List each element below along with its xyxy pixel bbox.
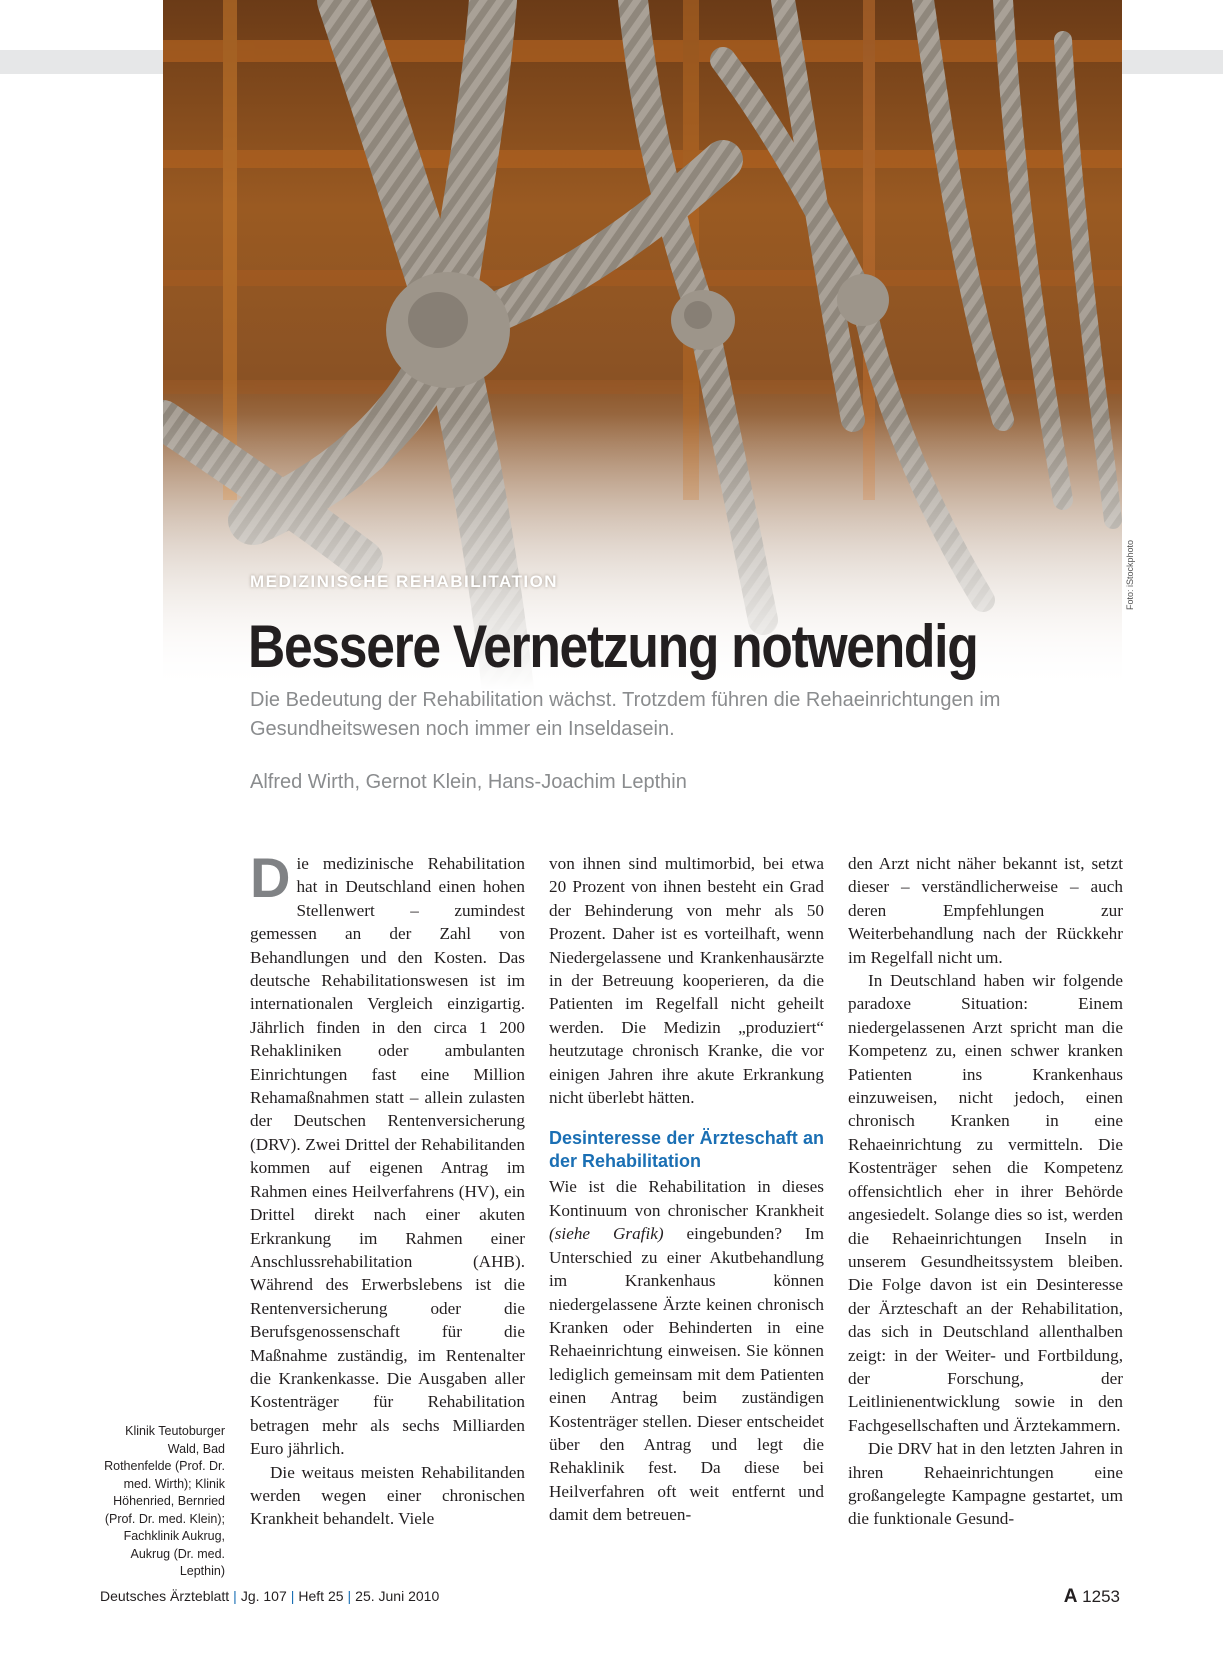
paragraph-text: ie medizinische Rehabilitation hat in Deutschland einen hohen Stellenwert – zumindest gemessen an der Zahl von Behandlungen und den Kosten. Das deutsche Rehabilitationswesen ist im internationalen Vergleich einzigartig. Jährlich finden in den circa 1 200 Rehakliniken oder ambulanten Einrichtungen fast eine Million Rehamaßnahmen statt – allein zulasten der Deutschen Rentenversicherung (DRV). Zwei Drittel der Rehabilitanden kommen auf eigenen Antrag im Rahmen eines Heilverfahrens (HV), ein Drittel direkt nach einer akuten Erkrankung im Rahmen einer Anschlussrehabilitation (AHB). Während des Erwerbslebens ist die Rentenversicherung oder die Berufsgenossenschaft für die Maßnahme zuständig, im Rentenalter die Krankenkasse. Die Ausgaben aller Kostenträger für Rehabilitation betragen mehr als sechs Milliarden Euro jährlich. <box>250 854 525 1459</box>
page-prefix: A <box>1063 1586 1078 1607</box>
paragraph: von ihnen sind multimorbid, bei etwa 20 Prozent von ihnen besteht ein Grad der Behinderung von mehr als 50 Prozent. Daher ist es vorteilhaft, wenn Niedergelassene und Krankenhausärzte in der Betreuung kooperieren, da die Patienten im Regelfall nicht geheilt werden. Die Medizin „produziert“ heutzutage chronisch Kranke, die vor einigen Jahren ihre akute Erkrankung nicht überlebt hätten. <box>549 854 824 1108</box>
journal-name: Deutsches Ärzteblatt <box>100 1588 230 1604</box>
page-footer <box>100 1586 1120 1610</box>
dropcap-letter: D <box>250 846 291 909</box>
article-column-3 <box>848 852 1123 1531</box>
separator: | <box>290 1588 295 1604</box>
photo-credit: Foto: iStockphoto <box>1125 539 1135 610</box>
paragraph: Die weitaus meisten Rehabilitanden werden wegen einer chronischen Krankheit behandelt. Viele <box>250 1462 525 1529</box>
footer-citation <box>100 1588 439 1604</box>
separator: | <box>233 1588 237 1604</box>
article-column-2 <box>549 852 824 1527</box>
article-subhead: Die Bedeutung der Rehabilitation wächst. Trotzdem führen die Rehaeinrichtungen im Gesundheitswesen noch immer ein Inseldasein. <box>250 689 1001 740</box>
paragraph-text: Wie ist die Rehabilitation in dieses Kontinuum von chronischer Krankheit <box>549 1177 824 1220</box>
paragraph: In Deutschland haben wir folgende paradoxe Situation: Einem niedergelassenen Arzt spricht man die Kompetenz zu, einen schwer kranken Patienten ins Krankenhaus einzuweisen, nicht jedoch, einen chronisch Kranken in eine Rehaeinrichtung zu vermitteln. Die Kostenträger sehen die Kompetenz offensichtlich eher in ihrer Behörde angesiedelt. Solange dies so ist, werden die Rehaeinrichtungen Inseln in unserem Gesundheitssystem bleiben. Die Folge davon ist ein Desinteresse der Ärzteschaft an der Rehabilitation, das sich in Deutschland allenthalben zeigt: in der Weiter- und Fortbildung, der Forschung, der Leitlinienentwicklung sowie in den Fachgesellschaften und Ärztekammern. <box>848 971 1123 1435</box>
article-headline: Bessere Vernetzung notwendig <box>248 613 978 680</box>
paragraph: Die DRV hat in den letzten Jahren in ihren Rehaeinrichtungen eine großangelegte Kampagne gestartet, um die funktionale Gesund- <box>848 1439 1123 1529</box>
figure-reference: (siehe Grafik) <box>549 1224 664 1244</box>
author-affiliations: Klinik Teutoburger Wald, Bad Rothenfelde (Prof. Dr. med. Wirth); Klinik Höhenried, Bernried (Prof. Dr. med. Klein); Fachklinik Aukrug, Aukrug (Dr. med. Lepthin) <box>104 1424 225 1578</box>
page-number-value: 1253 <box>1082 1587 1120 1606</box>
article-column-1 <box>250 846 525 1531</box>
paragraph <box>250 846 525 1461</box>
paragraph: den Arzt nicht näher bekannt ist, setzt dieser – verständlicherweise – auch deren Empfehlungen zur Weiterbehandlung nach der Rückkehr im Regelfall nicht um. <box>848 854 1123 967</box>
article-authors: Alfred Wirth, Gernot Klein, Hans-Joachim Lepthin <box>250 771 687 793</box>
page-number <box>1064 1586 1120 1608</box>
journal-volume: Jg. 107 <box>240 1588 287 1604</box>
journal-issue: Heft 25 <box>298 1588 344 1604</box>
journal-date: 25. Juni 2010 <box>355 1588 440 1604</box>
section-kicker: MEDIZINISCHE REHABILITATION <box>250 572 559 591</box>
paragraph <box>549 1175 824 1526</box>
separator: | <box>347 1588 352 1604</box>
paragraph-text: eingebunden? Im Unterschied zu einer Akutbehandlung im Krankenhaus können niedergelassene Ärzte keinen chronisch Kranken oder Behinderten in eine Rehaeinrichtung einweisen. Sie können lediglich gemeinsam mit dem Patienten einen Antrag beim zuständigen Kostenträger stellen. Dieser entscheidet über den Antrag und legt die Rehaklinik fest. Da diese bei Heilverfahren oft weit entfernt und damit dem betreuen- <box>549 1224 824 1525</box>
section-heading: Desinteresse der Ärzteschaft an der Rehabilitation <box>549 1128 824 1172</box>
